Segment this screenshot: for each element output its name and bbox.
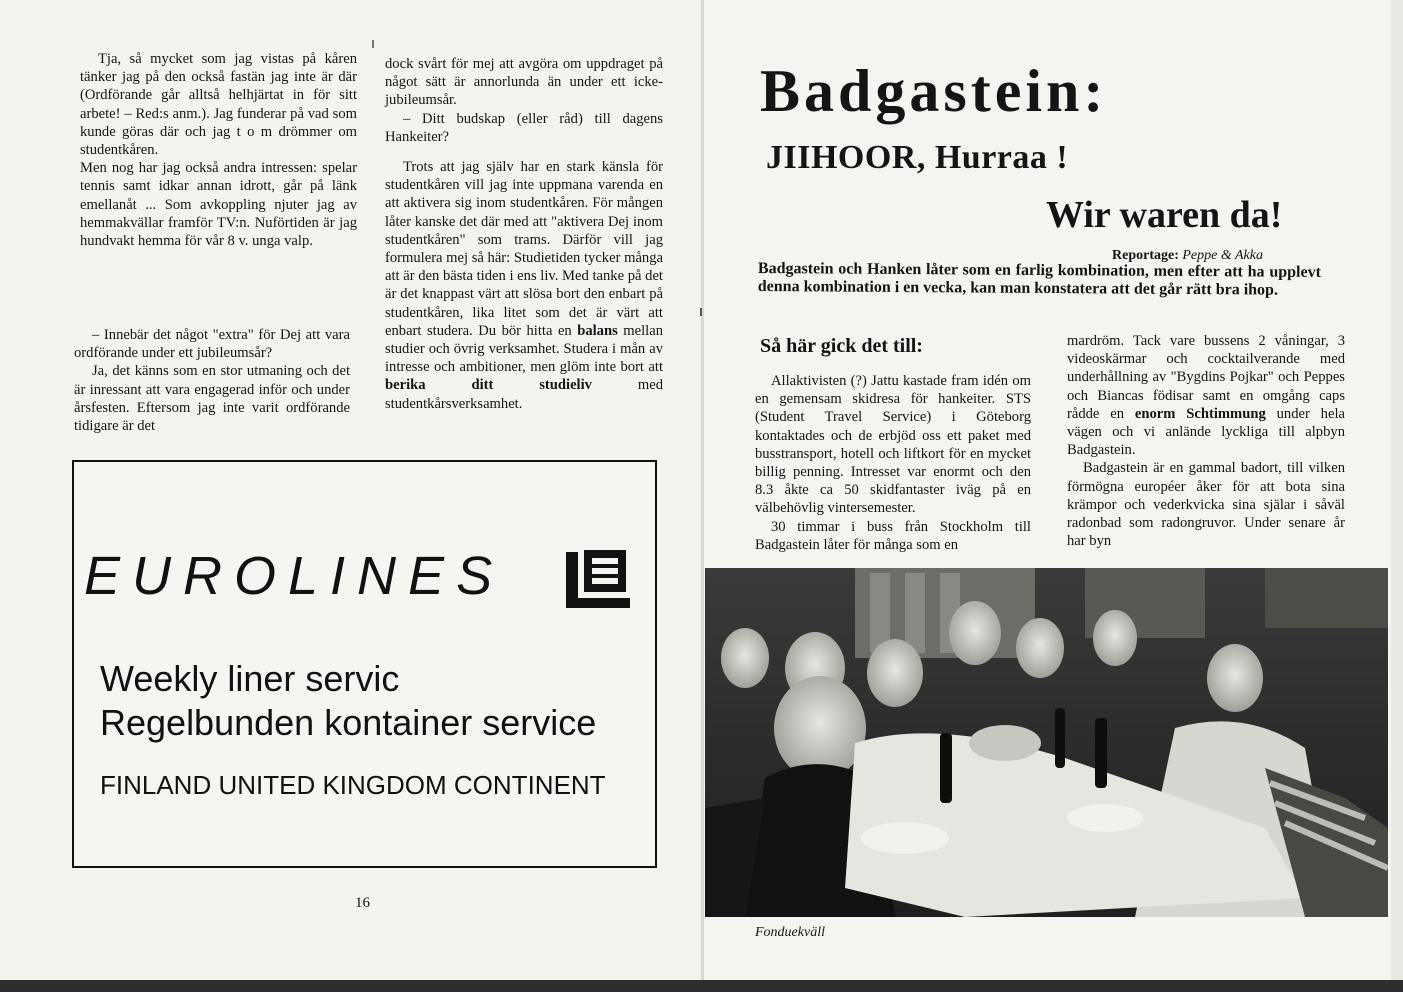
interview-column-3 bbox=[385, 55, 663, 413]
article-column-1 bbox=[755, 372, 1031, 554]
ad-routes: FINLAND UNITED KINGDOM CONTINENT bbox=[100, 770, 606, 800]
print-speck bbox=[372, 40, 374, 48]
paragraph: Badgastein är en gammal badort, till vilken förmögna européer åker för att bota sina krämpor och vederkvicka sina själar i såväl radonbad som radongruvor. Under senare år har byn bbox=[1067, 460, 1345, 550]
interview-question: – Innebär det något "extra" för Dej att vara ordförande under ett jubileumsår? bbox=[74, 327, 350, 362]
article-subtitle: JIIHOOR, Hurraa ! bbox=[766, 139, 1069, 176]
emphasis: enorm Schtimmung bbox=[1134, 405, 1266, 422]
text-run: mardröm. Tack vare bussens 2 våningar, 3 videoskärmar och cocktailverande med underhållning av "Bygdins Pojkar" och Peppes och Biancas födisar samt en omgång caps rådde en bbox=[1067, 333, 1345, 422]
article-title: Badgastein: bbox=[760, 58, 1108, 124]
ad-tagline: Regelbunden kontainer service bbox=[100, 702, 597, 743]
section-heading: Så här gick det till: bbox=[760, 335, 923, 357]
paragraph bbox=[1067, 332, 1345, 459]
page-edge bbox=[1391, 0, 1403, 980]
fondue-evening-photo bbox=[705, 568, 1388, 917]
photo-illustration bbox=[705, 568, 1388, 917]
interview-question: – Ditt budskap (eller råd) till dagens Hankeiter? bbox=[385, 110, 663, 145]
ad-tagline: Weekly liner servic bbox=[100, 658, 400, 699]
eurolines-advertisement bbox=[72, 460, 657, 868]
paragraph bbox=[385, 158, 663, 413]
emphasis: balans bbox=[577, 322, 618, 339]
article-subtitle: Wir waren da! bbox=[1046, 194, 1283, 236]
text-run: under hela vägen och vi anlände lyckliga till alpbyn Badgastein. bbox=[1067, 405, 1345, 459]
photo-caption: Fonduekväll bbox=[755, 925, 825, 940]
byline-label: Reportage: bbox=[1112, 248, 1179, 263]
interview-column-2 bbox=[74, 326, 350, 435]
interview-column-1 bbox=[80, 50, 357, 250]
article-column-2 bbox=[1067, 332, 1345, 550]
text-run: Trots att jag själv har en stark känsla för studentkåren vill jag inte uppmana varenda en att aktivera sig inom studentkåren. För mången låter kanske det där med att "aktivera Dej inom studentkåren" som trams. Därför vill jag formulera mej så här: Studietiden tycker många att är den bästa tiden i ens liv. Med tanke på det är det knappast värt att slösa bort den enbart på studentkåren, lika litet som det är värt att enbart studera. Du bör hitta en bbox=[385, 159, 663, 339]
paragraph: Allaktivisten (?) Jattu kastade fram idén om en gemensam skidresa för hankeiter. STS (Student Travel Service) i Göteborg kontaktades och de erbjöd oss ett paket med busstransport, hotell och liftkort för en mycket billig penning. Intresset var enormt och den 8.3 åkte ca 50 skidfantaster iväg på en välbehövlig vintersemester. bbox=[755, 373, 1031, 517]
paragraph: Tja, så mycket som jag vistas på kåren tänker jag på den också fastän jag inte är där (Ordförande går alltså helhjärtat in för sitt arbete! – Red:s anm.). Jag funderar på vad som kunde göras där och jag t o m drömmer om studentkåren. bbox=[80, 51, 357, 159]
page-number: 16 bbox=[355, 895, 370, 911]
byline-authors: Peppe & Akka bbox=[1182, 248, 1263, 263]
page-gutter bbox=[701, 0, 704, 980]
paragraph: 30 timmar i buss från Stockholm till Badgastein låter för många som en bbox=[755, 518, 1031, 553]
eurolines-logo-icon bbox=[564, 546, 632, 612]
ad-brand-name: EUROLINES bbox=[84, 546, 505, 606]
paragraph: Ja, det känns som en stor utmaning och det är inressant att vara engagerad inför och under årsfesten. Eftersom jag inte varit ordförande tidigare är det bbox=[74, 363, 350, 435]
paragraph: Men nog har jag också andra intressen: spelar tennis samt idkar annan idrott, går på länk emellanåt ... Som avkoppling njuter jag av hemmakvällar framför TV:n. Nuförtiden är jag hundvakt hemma för vår 8 v. unga valp. bbox=[80, 160, 357, 250]
scan-bottom-edge bbox=[0, 980, 1403, 992]
text-run: med studentkårsverksamhet. bbox=[385, 377, 664, 412]
print-mark bbox=[700, 308, 702, 316]
article-lead: Badgastein och Hanken låter som en farlig kombination, men efter att ha upplevt denna kombination i en vecka, kan man konstatera att det går rätt bra ihop. bbox=[757, 260, 1321, 299]
text-run: mellan studier och övrig verksamhet. Studera i mån av intresse och ambitioner, men glöm inte bort att bbox=[385, 322, 663, 376]
paragraph: dock svårt för mej att avgöra om uppdraget på något sätt är annorlunda än under ett icke-jubileumsår. bbox=[385, 56, 663, 109]
emphasis: berika ditt studieliv bbox=[385, 377, 592, 394]
